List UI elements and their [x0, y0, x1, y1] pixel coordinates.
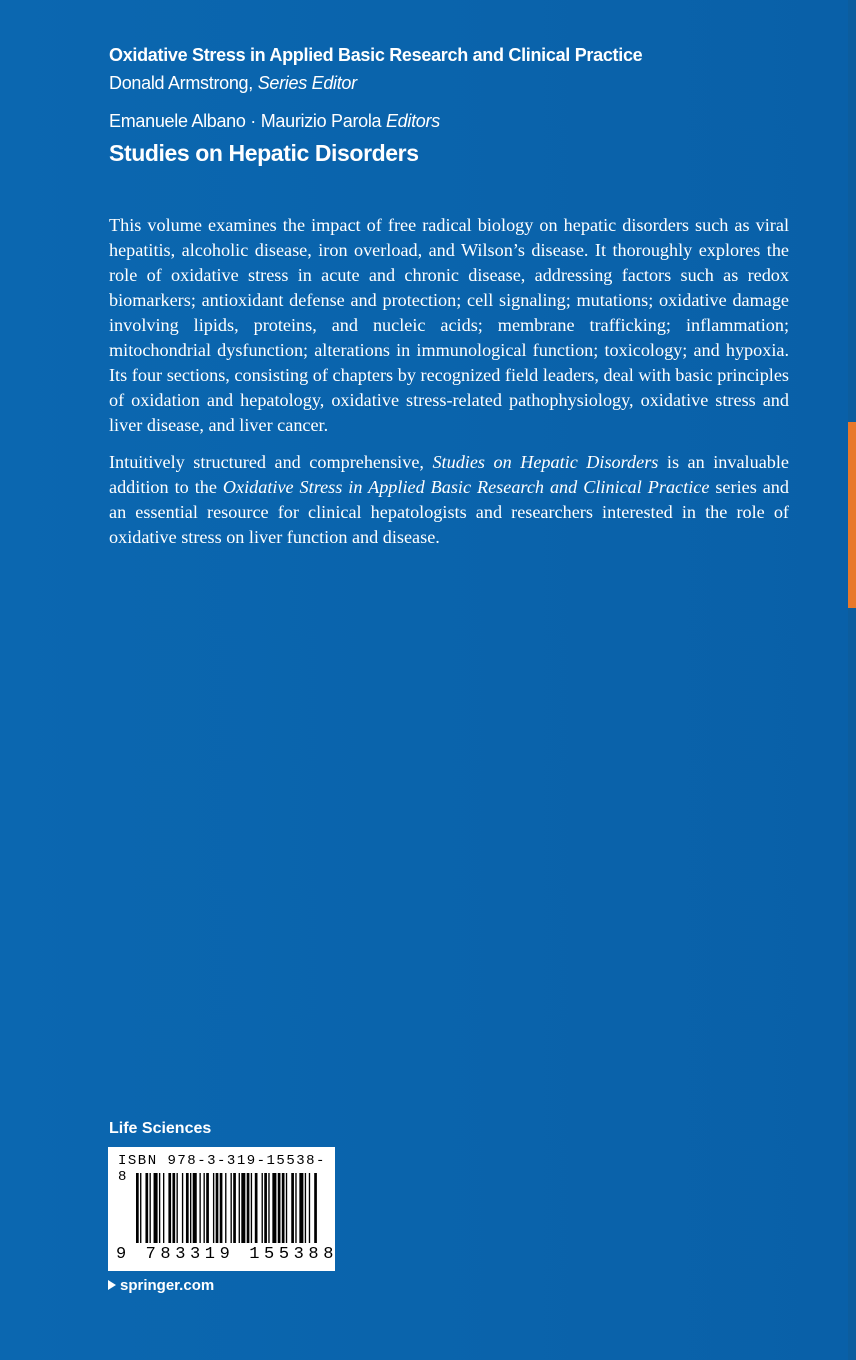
p2-italic-book-title: Studies on Hepatic Disorders	[432, 452, 659, 472]
book-editors-names: Emanuele Albano · Maurizio Parola	[109, 111, 382, 131]
isbn-number: ISBN 978-3-319-15538-8	[118, 1153, 326, 1185]
description-paragraph-2	[109, 450, 789, 550]
isbn-barcode	[108, 1147, 339, 1271]
p2-text-3: series and an essential resource for clinical hepatologists and researchers interested in the role of oxidative stress on liver function and disease.	[109, 477, 789, 547]
series-editor-line	[109, 73, 357, 94]
arrow-right-icon	[108, 1280, 116, 1290]
series-editor-name: Donald Armstrong,	[109, 73, 253, 93]
subject-category: Life Sciences	[109, 1120, 212, 1137]
website-link[interactable]	[108, 1277, 214, 1294]
book-editors-role: Editors	[385, 111, 440, 131]
p2-italic-series-title: Oxidative Stress in Applied Basic Research and Clinical Practice	[222, 477, 710, 497]
spine-accent-stripe	[848, 422, 856, 608]
series-editor-role: Series Editor	[257, 73, 357, 93]
description	[109, 213, 789, 562]
book-editors-line	[109, 111, 440, 132]
p2-text-2: is an invaluable addition to the	[109, 452, 789, 497]
website-text: springer.com	[120, 1277, 215, 1294]
p2-text-1: Intuitively structured and comprehensive,	[109, 452, 424, 472]
series-title: Oxidative Stress in Applied Basic Research and Clinical Practice	[109, 45, 643, 65]
description-paragraph-1: This volume examines the impact of free radical biology on hepatic disorders such as viral hepatitis, alcoholic disease, iron overload, and Wilson’s disease. It thoroughly explores the role of oxidative stress in acute and chronic disease, addressing factors such as redox biomarkers; antioxidant defense and protection; cell signaling; mutations; oxidative damage involving lipids, proteins, and nucleic acids; membrane trafficking; inflammation; mitochondrial dysfunction; alterations in immunological function; toxicology; and hypoxia. Its four sections, consisting of chapters by recognized field leaders, deal with basic principles of oxidation and hepatology, oxidative stress-related pathophysiology, oxidative stress and liver disease, and liver cancer.	[109, 215, 789, 435]
ean-digits: 9 783319 155388	[116, 1245, 339, 1264]
spine-edge	[848, 0, 856, 1360]
book-title: Studies on Hepatic Disorders	[109, 140, 419, 166]
